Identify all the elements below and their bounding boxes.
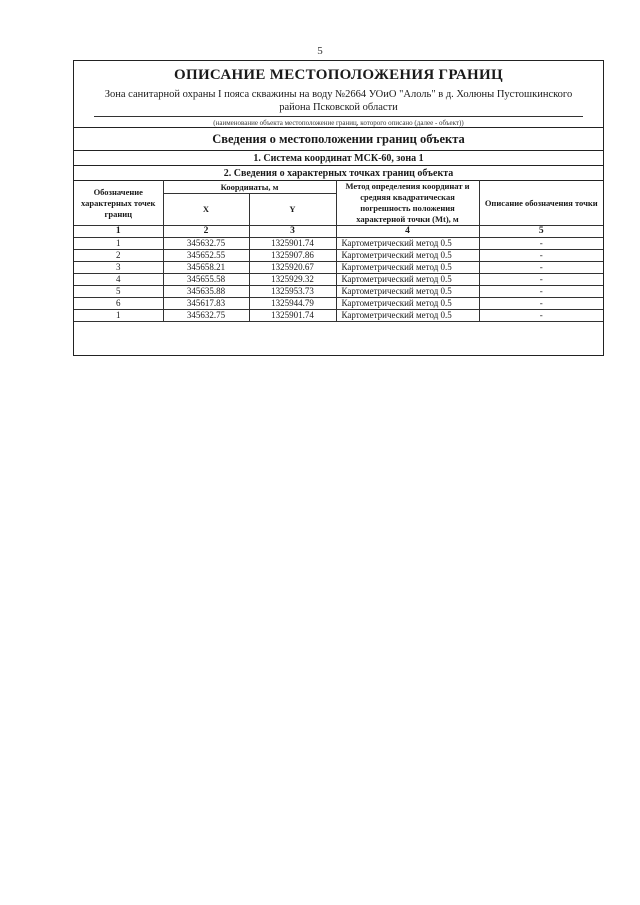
method-cell: Картометрический метод 0.5: [336, 238, 479, 250]
page-number: 5: [317, 45, 323, 57]
document-title: ОПИСАНИЕ МЕСТОПОЛОЖЕНИЯ ГРАНИЦ: [174, 67, 503, 83]
y-cell: 1325920.67: [249, 262, 336, 274]
table-body: [74, 226, 603, 322]
x-cell: 345632.75: [163, 238, 249, 250]
method-cell: Картометрический метод 0.5: [336, 274, 479, 286]
table-row: [74, 250, 603, 262]
description-cell: -: [479, 298, 603, 310]
header-y: Y: [249, 194, 336, 226]
description-cell: -: [479, 310, 603, 322]
header-point-label: Обозначение характерных точек границ: [74, 181, 163, 226]
x-cell: 345617.83: [163, 298, 249, 310]
y-cell: 1325901.74: [249, 238, 336, 250]
column-number: 3: [249, 226, 336, 238]
header-description: Описание обозначения точки: [479, 181, 603, 226]
header-method: Метод определения координат и средняя квадратическая погрешность положения характерной точки (Mt), м: [336, 181, 479, 226]
description-cell: -: [479, 250, 603, 262]
table-row: [74, 274, 603, 286]
method-cell: Картометрический метод 0.5: [336, 262, 479, 274]
column-number: 2: [163, 226, 249, 238]
points-heading: 2. Сведения о характерных точках границ объекта: [74, 165, 603, 180]
point-cell: 2: [74, 250, 163, 262]
column-number: 1: [74, 226, 163, 238]
object-description: Зона санитарной охраны I пояса скважины на воду №2664 УОиО "Алоль" в д. Холюны Пустошкинского района Псковской области: [104, 89, 573, 113]
document-frame: [73, 60, 604, 356]
method-cell: Картометрический метод 0.5: [336, 298, 479, 310]
header-x: X: [163, 194, 249, 226]
x-cell: 345652.55: [163, 250, 249, 262]
point-cell: 4: [74, 274, 163, 286]
table-row: [74, 310, 603, 322]
section-title: Сведения о местоположении границ объекта: [74, 127, 603, 150]
point-cell: 1: [74, 238, 163, 250]
x-cell: 345632.75: [163, 310, 249, 322]
method-cell: Картометрический метод 0.5: [336, 250, 479, 262]
point-cell: 6: [74, 298, 163, 310]
y-cell: 1325901.74: [249, 310, 336, 322]
description-cell: -: [479, 238, 603, 250]
point-cell: 5: [74, 286, 163, 298]
point-cell: 3: [74, 262, 163, 274]
x-cell: 345658.21: [163, 262, 249, 274]
header-coordinates: Координаты, м: [163, 181, 336, 194]
table-row: [74, 238, 603, 250]
object-caption: (наименование объекта местоположение границ, которого описано (далее - объект)): [213, 119, 464, 127]
y-cell: 1325929.32: [249, 274, 336, 286]
y-cell: 1325953.73: [249, 286, 336, 298]
x-cell: 345655.58: [163, 274, 249, 286]
column-number-row: [74, 226, 603, 238]
y-cell: 1325944.79: [249, 298, 336, 310]
table-row: [74, 286, 603, 298]
coordinate-system: 1. Система координат МСК-60, зона 1: [74, 150, 603, 165]
table-row: [74, 298, 603, 310]
boundary-points-table: [74, 180, 603, 322]
description-cell: -: [479, 274, 603, 286]
description-cell: -: [479, 286, 603, 298]
description-underline: [94, 116, 583, 117]
column-number: 4: [336, 226, 479, 238]
method-cell: Картометрический метод 0.5: [336, 286, 479, 298]
point-cell: 1: [74, 310, 163, 322]
method-cell: Картометрический метод 0.5: [336, 310, 479, 322]
y-cell: 1325907.86: [249, 250, 336, 262]
column-number: 5: [479, 226, 603, 238]
description-cell: -: [479, 262, 603, 274]
table-row: [74, 262, 603, 274]
x-cell: 345635.88: [163, 286, 249, 298]
